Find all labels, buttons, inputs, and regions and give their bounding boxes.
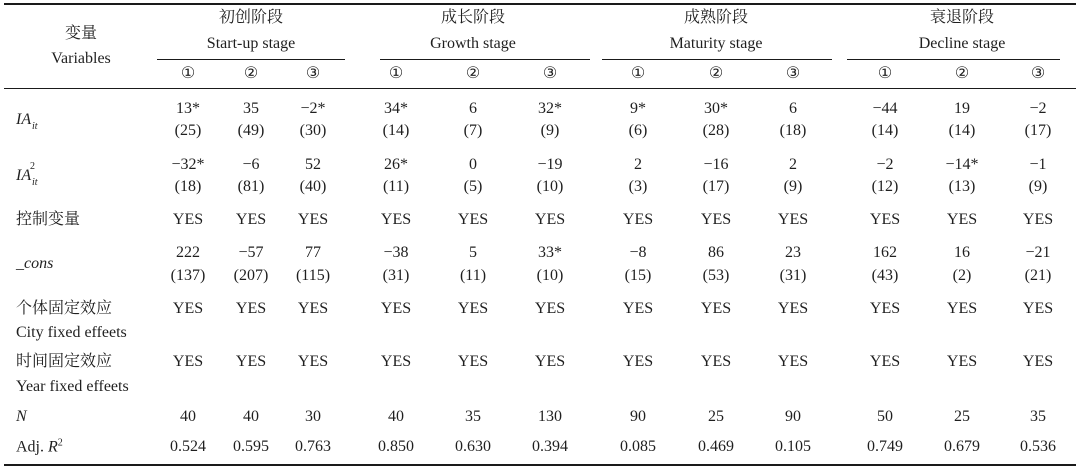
table-cell-se: (2) [952, 267, 972, 284]
table-cell-value: YES [380, 300, 412, 317]
table-cell-value: −19 [537, 156, 563, 173]
stage-underline-1 [157, 59, 345, 60]
table-cell-value: YES [946, 300, 978, 317]
table-cell-value: YES [700, 211, 732, 228]
table-cell-value: YES [700, 353, 732, 370]
table-cell-se: (137) [170, 267, 206, 284]
table-cell-value: −32* [171, 156, 205, 173]
table-cell-value: 25 [708, 408, 724, 425]
table-cell-value: 6 [789, 100, 797, 117]
row-label: IA 2 it [16, 161, 38, 188]
table-cell-se: (30) [299, 122, 327, 139]
table-cell-se: (11) [382, 178, 410, 195]
stage-underline-3 [602, 59, 832, 60]
table-cell-value: YES [700, 300, 732, 317]
table-cell-value: −2 [876, 156, 894, 173]
stage-title-en: Decline stage [918, 35, 1006, 52]
column-number: ① [388, 65, 404, 82]
column-number: ③ [305, 65, 321, 82]
table-cell-value: 32* [538, 100, 562, 117]
column-number: ② [708, 65, 724, 82]
table-cell-value: YES [534, 211, 566, 228]
table-cell-se: (18) [779, 122, 807, 139]
table-cell-value: −2 [1029, 100, 1047, 117]
table-cell-value: 162 [873, 244, 897, 261]
table-cell-value: YES [235, 211, 267, 228]
column-number: ③ [785, 65, 801, 82]
table-cell-value: 130 [538, 408, 562, 425]
row-label-en: City fixed effeets [16, 324, 127, 341]
table-cell-se: (14) [871, 122, 899, 139]
table-cell-value: 19 [954, 100, 970, 117]
table-cell-value: YES [457, 353, 489, 370]
table-cell-value: 0.536 [1020, 438, 1056, 455]
table-cell-value: 50 [877, 408, 893, 425]
variables-header-zh: 变量 [64, 25, 98, 42]
top-rule [4, 3, 1076, 5]
table-cell-se: (21) [1024, 267, 1052, 284]
table-cell-value: 0.850 [378, 438, 414, 455]
table-cell-se: (18) [174, 178, 202, 195]
table-cell-value: 86 [708, 244, 724, 261]
table-cell-se: (12) [871, 178, 899, 195]
table-cell-value: YES [777, 211, 809, 228]
row-label: Adj. $R^2$ [16, 437, 63, 456]
table-cell-se: (31) [779, 267, 807, 284]
table-cell-value: 23 [785, 244, 801, 261]
row-label: 控制变量 [16, 211, 81, 228]
table-cell-value: YES [777, 353, 809, 370]
table-cell-value: −16 [703, 156, 729, 173]
table-cell-se: (115) [295, 267, 331, 284]
table-cell-value: 2 [789, 156, 797, 173]
table-cell-value: 30* [704, 100, 728, 117]
table-cell-value: 2 [634, 156, 642, 173]
table-cell-se: (28) [702, 122, 730, 139]
table-cell-value: YES [946, 211, 978, 228]
table-cell-se: (17) [702, 178, 730, 195]
table-cell-value: 16 [954, 244, 970, 261]
table-cell-se: (14) [948, 122, 976, 139]
stage-title-zh: 成长阶段 [440, 9, 506, 26]
table-cell-value: 40 [180, 408, 196, 425]
table-cell-se: (5) [463, 178, 483, 195]
table-cell-value: YES [297, 353, 329, 370]
table-cell-se: (11) [459, 267, 487, 284]
row-label-en: Year fixed effeets [16, 378, 129, 395]
table-cell-value: YES [1022, 353, 1054, 370]
row-label: _cons [16, 255, 54, 272]
bottom-rule [4, 464, 1076, 466]
table-cell-value: 13* [176, 100, 200, 117]
table-cell-value: YES [457, 300, 489, 317]
table-cell-value: −6 [242, 156, 260, 173]
column-number: ③ [542, 65, 558, 82]
column-number: ③ [1030, 65, 1046, 82]
table-cell-value: 34* [384, 100, 408, 117]
table-cell-se: (207) [233, 267, 269, 284]
table-cell-value: 0.595 [233, 438, 269, 455]
table-cell-value: YES [172, 211, 204, 228]
table-cell-value: YES [869, 300, 901, 317]
table-cell-value: −14* [945, 156, 979, 173]
table-cell-value: 0.469 [698, 438, 734, 455]
row-label: 时间固定效应 [16, 353, 113, 370]
stage-title-en: Maturity stage [669, 35, 763, 52]
column-number: ② [243, 65, 259, 82]
table-cell-value: −44 [872, 100, 898, 117]
table-cell-value: YES [172, 300, 204, 317]
table-cell-se: (13) [948, 178, 976, 195]
table-cell-value: YES [534, 300, 566, 317]
table-cell-value: 35 [1030, 408, 1046, 425]
column-number: ② [465, 65, 481, 82]
stage-title-zh: 初创阶段 [218, 9, 284, 26]
table-cell-value: 35 [465, 408, 481, 425]
row-label: N [16, 408, 27, 425]
table-cell-value: YES [297, 211, 329, 228]
stage-underline-4 [847, 59, 1060, 60]
variables-header-en: Variables [51, 50, 111, 67]
table-cell-value: YES [777, 300, 809, 317]
table-cell-value: 33* [538, 244, 562, 261]
table-cell-value: 0.085 [620, 438, 656, 455]
table-cell-value: YES [1022, 300, 1054, 317]
table-cell-value: 35 [243, 100, 259, 117]
row-label: IA it [16, 111, 38, 132]
table-cell-value: 26* [384, 156, 408, 173]
column-number: ① [630, 65, 646, 82]
table-cell-value: YES [622, 211, 654, 228]
table-cell-value: YES [380, 353, 412, 370]
table-cell-value: YES [534, 353, 566, 370]
table-cell-value: 6 [469, 100, 477, 117]
table-cell-value: 77 [305, 244, 321, 261]
table-cell-value: 0 [469, 156, 477, 173]
table-cell-se: (31) [382, 267, 410, 284]
table-cell-value: −38 [383, 244, 409, 261]
table-cell-value: −8 [629, 244, 647, 261]
stage-title-en: Growth stage [430, 35, 516, 52]
table-cell-value: −1 [1029, 156, 1047, 173]
table-cell-value: 5 [469, 244, 477, 261]
table-cell-value: 0.679 [944, 438, 980, 455]
table-cell-value: YES [235, 300, 267, 317]
table-cell-se: (15) [624, 267, 652, 284]
table-cell-value: −57 [238, 244, 264, 261]
stage-title-zh: 衰退阶段 [929, 9, 995, 26]
table-cell-se: (9) [540, 122, 560, 139]
table-cell-se: (17) [1024, 122, 1052, 139]
table-cell-value: YES [869, 211, 901, 228]
table-cell-value: 0.105 [775, 438, 811, 455]
table-cell-value: YES [1022, 211, 1054, 228]
table-cell-value: 0.763 [295, 438, 331, 455]
header-rule [4, 88, 1076, 89]
table-cell-value: 40 [388, 408, 404, 425]
table-cell-se: (9) [783, 178, 803, 195]
stage-title-zh: 成熟阶段 [683, 9, 749, 26]
table-cell-value: YES [380, 211, 412, 228]
table-cell-value: 0.630 [455, 438, 491, 455]
table-cell-se: (10) [536, 178, 564, 195]
table-cell-se: (43) [871, 267, 899, 284]
table-cell-se: (7) [463, 122, 483, 139]
row-label: 个体固定效应 [16, 300, 113, 317]
table-cell-value: 30 [305, 408, 321, 425]
table-cell-se: (14) [382, 122, 410, 139]
column-number: ② [954, 65, 970, 82]
table-cell-value: 52 [305, 156, 321, 173]
stage-underline-2 [380, 59, 590, 60]
table-cell-value: YES [622, 300, 654, 317]
table-cell-value: YES [622, 353, 654, 370]
table-cell-se: (49) [237, 122, 265, 139]
table-cell-value: −21 [1025, 244, 1051, 261]
table-cell-se: (25) [174, 122, 202, 139]
column-number: ① [180, 65, 196, 82]
table-cell-se: (3) [628, 178, 648, 195]
table-cell-value: YES [235, 353, 267, 370]
table-cell-se: (9) [1028, 178, 1048, 195]
column-number: ① [877, 65, 893, 82]
table-cell-value: 90 [630, 408, 646, 425]
table-cell-se: (53) [702, 267, 730, 284]
table-cell-value: 90 [785, 408, 801, 425]
table-cell-value: 25 [954, 408, 970, 425]
stage-title-en: Start-up stage [206, 35, 296, 52]
table-cell-value: YES [869, 353, 901, 370]
table-cell-value: YES [297, 300, 329, 317]
table-cell-value: YES [457, 211, 489, 228]
table-cell-value: 0.524 [170, 438, 206, 455]
table-cell-value: 9* [630, 100, 646, 117]
table-cell-value: 222 [176, 244, 200, 261]
table-cell-se: (81) [237, 178, 265, 195]
table-cell-value: 0.749 [867, 438, 903, 455]
table-cell-se: (10) [536, 267, 564, 284]
table-cell-value: −2* [300, 100, 326, 117]
table-cell-value: YES [172, 353, 204, 370]
table-cell-value: 0.394 [532, 438, 568, 455]
table-cell-se: (6) [628, 122, 648, 139]
table-cell-value: YES [946, 353, 978, 370]
table-cell-se: (40) [299, 178, 327, 195]
table-cell-value: 40 [243, 408, 259, 425]
